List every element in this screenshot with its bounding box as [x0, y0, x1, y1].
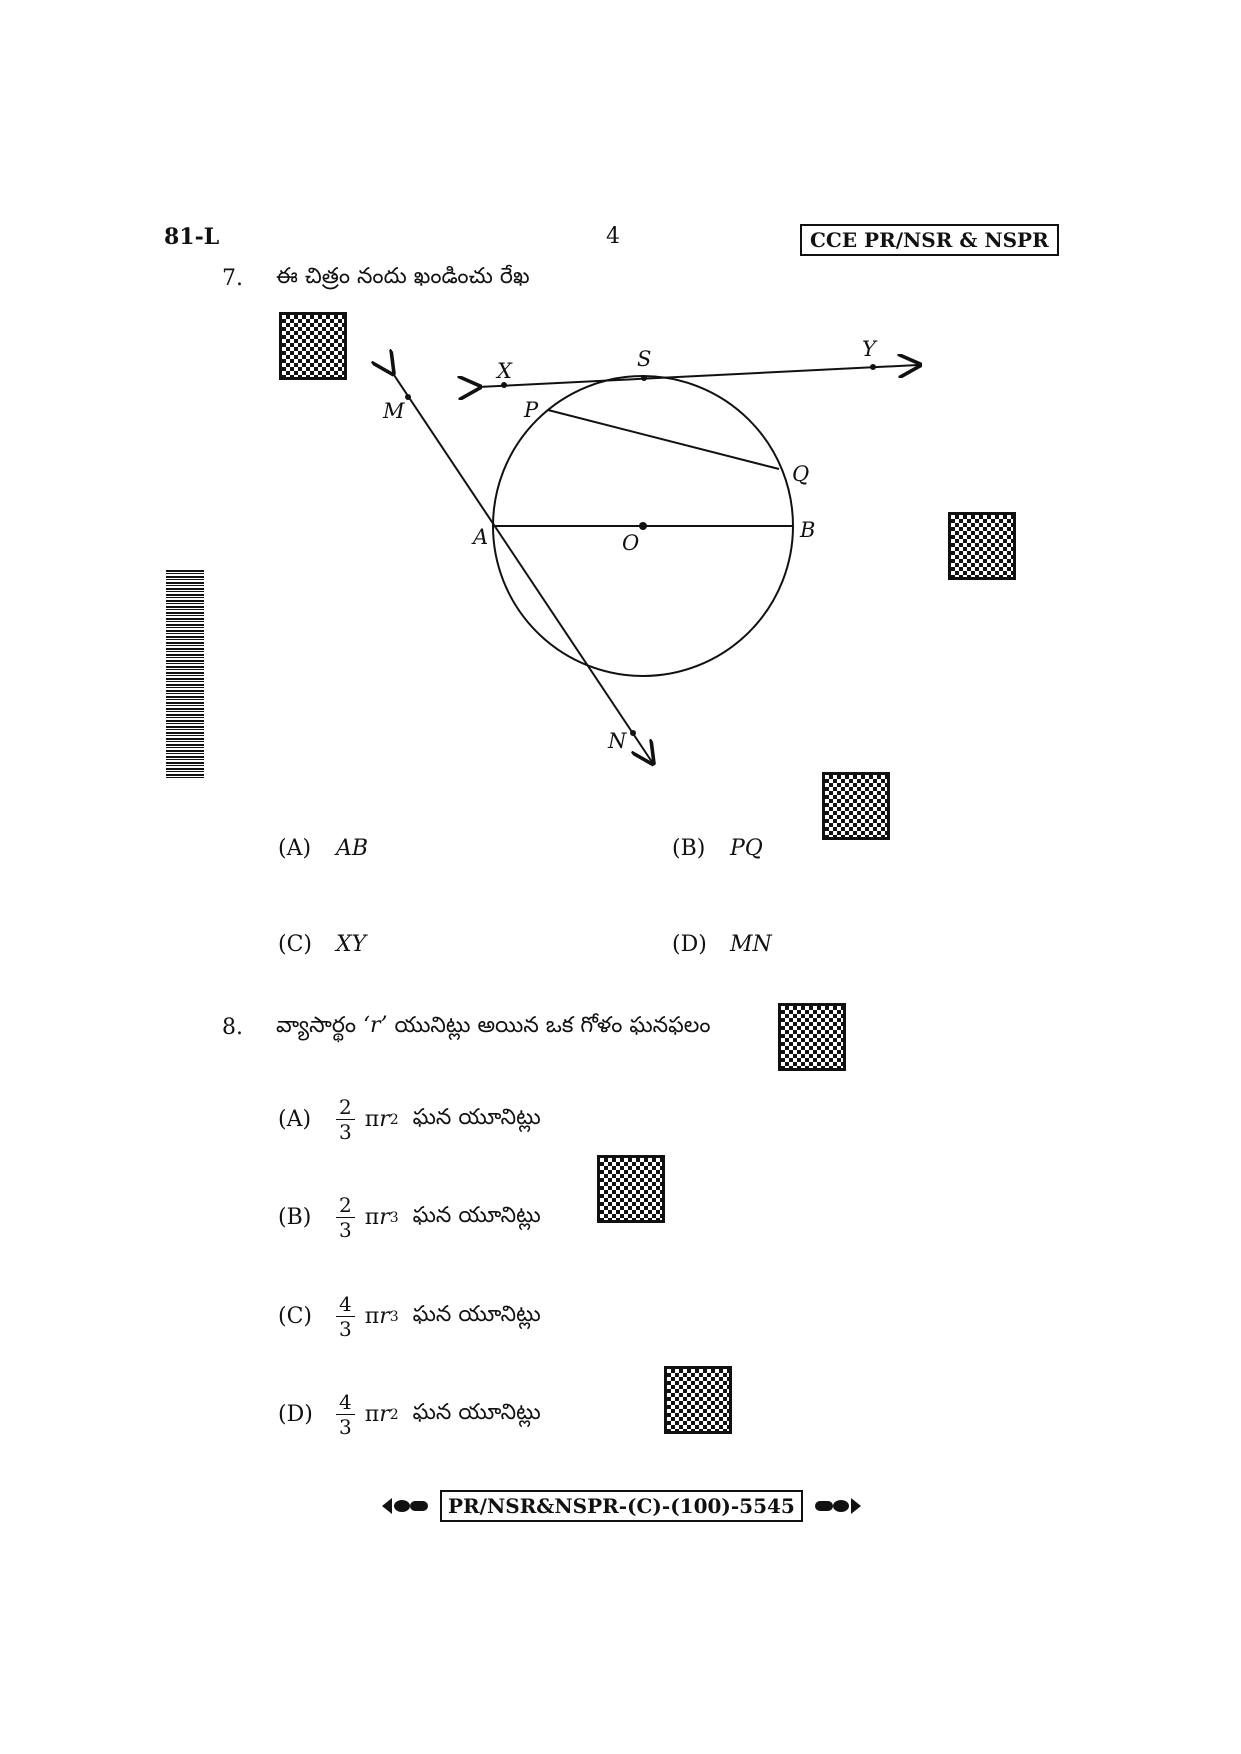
option-value: AB	[336, 836, 369, 861]
label-m: M	[383, 399, 405, 423]
point-m	[405, 394, 411, 400]
q8-option-c[interactable]: (C) $\frac{4}{3}$ π r 3 ఘన యూనిట్లు	[278, 1292, 541, 1341]
page-number: 4	[606, 224, 620, 249]
q7-option-b[interactable]	[672, 836, 763, 861]
label-q: Q	[792, 462, 810, 486]
label-b: B	[800, 518, 816, 542]
q7-text: ఈ చిత్రం నందు ఖండించు రేఖ	[276, 264, 530, 289]
q8-option-a[interactable]: (A) $\frac{2}{3}$ π r 2 ఘన యూనిట్లు	[278, 1095, 541, 1144]
paper-code: 81-L	[164, 224, 220, 250]
q8-option-b[interactable]: (B) $\frac{2}{3}$ π r 3 ఘన యూనిట్లు	[278, 1193, 541, 1242]
label-x: X	[497, 359, 512, 383]
option-value: XY	[336, 932, 367, 957]
label-n: N	[608, 729, 627, 753]
label-o: O	[622, 531, 640, 555]
label-y: Y	[862, 337, 876, 361]
option-label: (A)	[278, 836, 312, 861]
option-label: (C)	[278, 932, 312, 957]
ornament-right-icon	[813, 1496, 863, 1516]
q7-number: 7.	[222, 266, 243, 291]
exam-title-box: CCE PR/NSR & NSPR	[800, 224, 1059, 256]
q7-option-a[interactable]	[278, 836, 368, 861]
option-label: (D)	[672, 932, 707, 957]
tangent-line-xy	[478, 365, 918, 387]
q8-text: వ్యాసార్థం ‘r’ యునిట్లు అయిన ఒక గోళం ఘనఫలం	[276, 1013, 711, 1038]
secant-line-mn	[392, 372, 652, 762]
point-o	[639, 522, 647, 530]
qr-code-icon	[664, 1366, 732, 1434]
q7-option-c[interactable]	[278, 932, 366, 957]
footer	[380, 1490, 863, 1522]
label-p: P	[524, 398, 539, 422]
label-s: S	[637, 347, 652, 371]
q8-number: 8.	[222, 1015, 243, 1040]
option-value: MN	[730, 932, 772, 957]
point-y	[870, 364, 876, 370]
chord-pq	[548, 410, 779, 469]
point-s	[641, 375, 647, 381]
q7-option-d[interactable]	[672, 932, 772, 957]
q8-option-d[interactable]: (D) $\frac{4}{3}$ π r 2 ఘన యూనిట్లు	[278, 1390, 541, 1439]
option-value: PQ	[730, 836, 763, 861]
qr-code-icon	[778, 1003, 846, 1071]
option-label: (B)	[672, 836, 706, 861]
qr-code-icon	[597, 1155, 665, 1223]
footer-code: PR/NSR&NSPR-(C)-(100)-5545	[440, 1490, 803, 1522]
point-n	[630, 730, 636, 736]
ornament-left-icon	[380, 1496, 430, 1516]
label-a: A	[473, 525, 489, 549]
